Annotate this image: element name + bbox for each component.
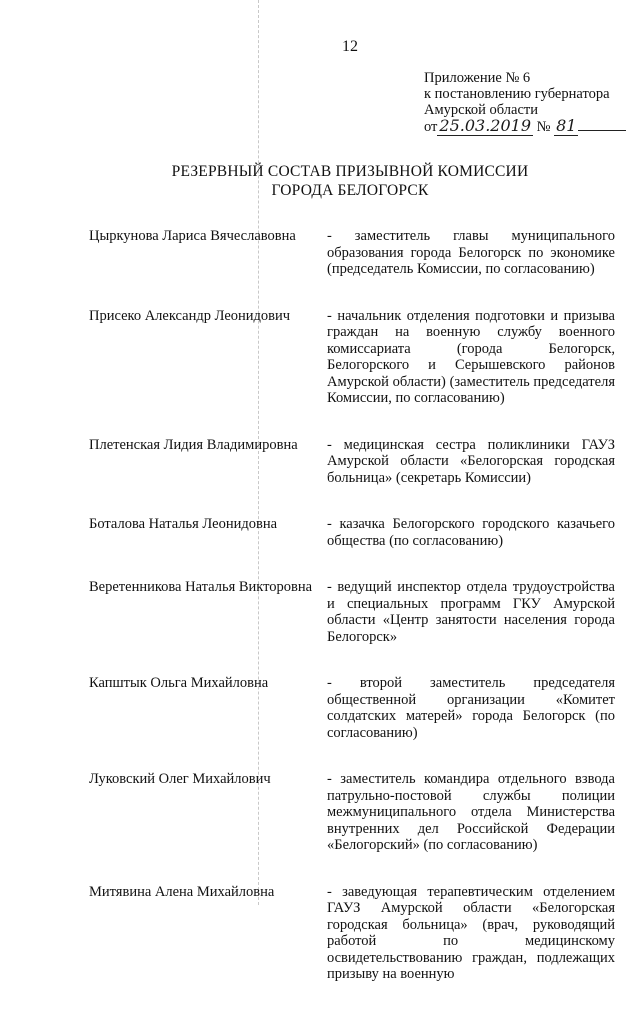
member-name: Боталова Наталья Леонидовна xyxy=(89,516,278,532)
member-role: - ведущий инспектор отдела трудоустройства и специальных программ ГКУ Амурской области «Центр занятости населения города Белогорск» xyxy=(327,579,615,645)
member-name: Присеко Александр Леонидович xyxy=(89,307,291,324)
document-title xyxy=(160,162,540,200)
member-name: Плетенская Лидия Владимировна xyxy=(89,436,298,453)
member-role: - начальник отделения подготовки и призыва граждан на военную службу военного комиссариата (города Белогорск, Белогорского и Серышевского районов Амурской области) (заместитель председателя Комиссии, по согласованию) xyxy=(327,307,615,406)
member-row xyxy=(89,675,615,741)
member-name: Веретенникова Наталья Викторовна xyxy=(89,579,313,595)
number-prefix: № xyxy=(536,119,551,135)
date-prefix: от xyxy=(424,119,438,135)
member-name: Капштык Ольга Михайловна xyxy=(89,675,269,691)
member-name: Луковский Олег Михайлович xyxy=(89,771,271,787)
member-row xyxy=(89,228,615,278)
member-role: - медицинская сестра поликлиники ГАУЗ Амурской области «Белогорская городская больница» (секретарь Комиссии) xyxy=(327,436,615,486)
member-name: Митявина Алена Михайловна xyxy=(89,883,275,900)
handwritten-number: 81 xyxy=(556,116,577,135)
title-line-1: РЕЗЕРВНЫЙ СОСТАВ ПРИЗЫВНОЙ КОМИССИИ xyxy=(171,163,529,180)
member-row xyxy=(89,579,615,645)
member-row xyxy=(89,771,615,854)
appendix-header xyxy=(424,70,624,135)
member-row xyxy=(89,437,615,487)
member-row xyxy=(89,516,615,549)
member-role: - заведующая терапевтическим отделением ГАУЗ Амурской области «Белогорская городская больница» (врач, руководящий работой по медицинскому освидетельствованию граждан, подлежащих призыву на военную xyxy=(327,883,615,982)
appendix-title: Приложение № 6 xyxy=(424,70,531,86)
handwritten-date: 25.03.2019 xyxy=(439,116,532,135)
member-role: - казачка Белогорского городского казачьего общества (по согласованию) xyxy=(327,516,615,549)
appendix-reference: к постановлению губернатора xyxy=(424,86,610,102)
member-row xyxy=(89,884,615,983)
appendix-region: Амурской области xyxy=(424,102,538,118)
member-role: - заместитель командира отдельного взвода патрульно-постовой службы полиции межмуниципального отдела Министерства внутренних дел Российской Федерации «Белогорский» (по согласованию) xyxy=(327,771,615,853)
appendix-date-line xyxy=(424,118,624,135)
member-role: - заместитель главы муниципального образования города Белогорск по экономике (председатель Комиссии, по согласованию) xyxy=(327,228,615,277)
members-list xyxy=(89,228,615,1013)
title-line-2: ГОРОДА БЕЛОГОРСК xyxy=(271,182,429,199)
member-row xyxy=(89,308,615,407)
page-number: 12 xyxy=(342,38,358,55)
member-name: Цыркунова Лариса Вячеславовна xyxy=(89,228,296,244)
member-role: - второй заместитель председателя общественной организации «Комитет солдатских матерей» города Белогорск (по согласованию) xyxy=(327,675,615,741)
